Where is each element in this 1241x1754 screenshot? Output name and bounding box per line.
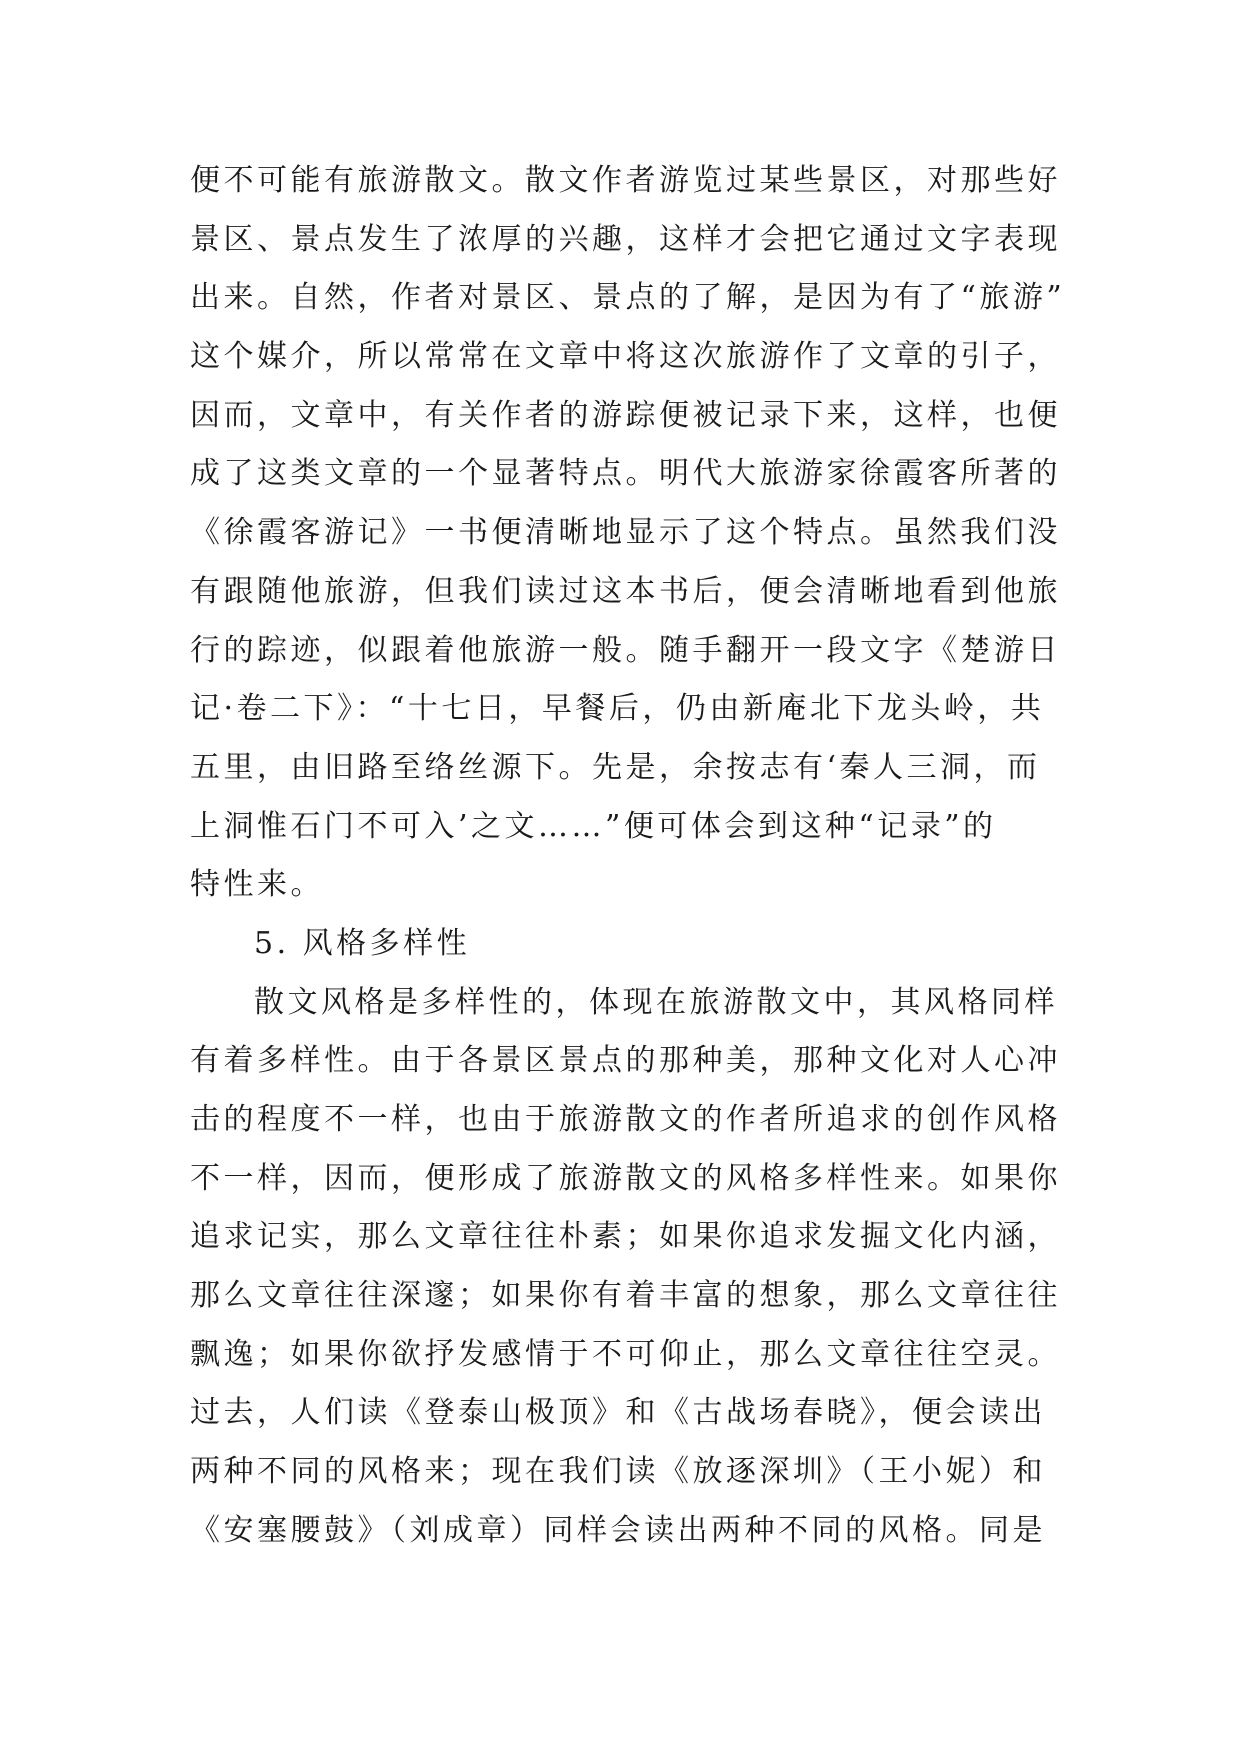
text-line: 两种不同的风格来；现在我们读《放逐深圳》（王小妮）和 bbox=[190, 1454, 1046, 1490]
text-line: 成了这类文章的一个显著特点。明代大旅游家徐霞客所著的 bbox=[190, 456, 1061, 492]
text-line: 《徐霞客游记》一书便清晰地显示了这个特点。虽然我们没 bbox=[190, 515, 1061, 551]
text-line: 不一样，因而，便形成了旅游散文的风格多样性来。如果你 bbox=[190, 1160, 1061, 1196]
text-line: 散文风格是多样性的，体现在旅游散文中，其风格同样 bbox=[254, 984, 1058, 1020]
text-line: 上洞惟石门不可入’之文……”便可体会到这种“记录”的 bbox=[190, 808, 997, 844]
document-page bbox=[190, 152, 1070, 1561]
text-line: 那么文章往往深邃；如果你有着丰富的想象，那么文章往往 bbox=[190, 1278, 1061, 1314]
text-line: 有跟随他旅游，但我们读过这本书后，便会清晰地看到他旅 bbox=[190, 573, 1061, 609]
text-line: 追求记实，那么文章往往朴素；如果你追求发掘文化内涵， bbox=[190, 1219, 1061, 1255]
text-line: 有着多样性。由于各景区景点的那种美，那种文化对人心冲 bbox=[190, 1043, 1061, 1079]
text-line: 便不可能有旅游散文。散文作者游览过某些景区，对那些好 bbox=[190, 163, 1061, 198]
paragraph-continued bbox=[190, 152, 1070, 915]
text-line: 特性来。 bbox=[190, 867, 324, 903]
text-line: 《安塞腰鼓》（刘成章）同样会读出两种不同的风格。同是 bbox=[190, 1512, 1046, 1548]
paragraph-style-diversity bbox=[190, 974, 1070, 1561]
section-heading: 5. 风格多样性 bbox=[254, 925, 471, 961]
text-line: 飘逸；如果你欲抒发感情于不可仰止，那么文章往往空灵。 bbox=[190, 1336, 1061, 1372]
text-line: 景区、景点发生了浓厚的兴趣，这样才会把它通过文字表现 bbox=[190, 221, 1061, 257]
text-line: 记·卷二下》：“十七日，早餐后，仍由新庵北下龙头岭，共 bbox=[190, 691, 1045, 727]
text-line: 行的踪迹，似跟着他旅游一般。随手翻开一段文字《楚游日 bbox=[190, 632, 1061, 668]
text-line: 因而，文章中，有关作者的游踪便被记录下来，这样，也便 bbox=[190, 397, 1061, 433]
text-line: 这个媒介，所以常常在文章中将这次旅游作了文章的引子， bbox=[190, 339, 1061, 375]
text-line: 过去，人们读《登泰山极顶》和《古战场春晓》，便会读出 bbox=[190, 1395, 1046, 1431]
text-line: 出来。自然，作者对景区、景点的了解，是因为有了“旅游” bbox=[190, 280, 1066, 316]
text-line: 五里，由旧路至络丝源下。先是，余按志有‘秦人三洞，而 bbox=[190, 749, 1041, 785]
text-line: 击的程度不一样，也由于旅游散文的作者所追求的创作风格 bbox=[190, 1102, 1061, 1137]
